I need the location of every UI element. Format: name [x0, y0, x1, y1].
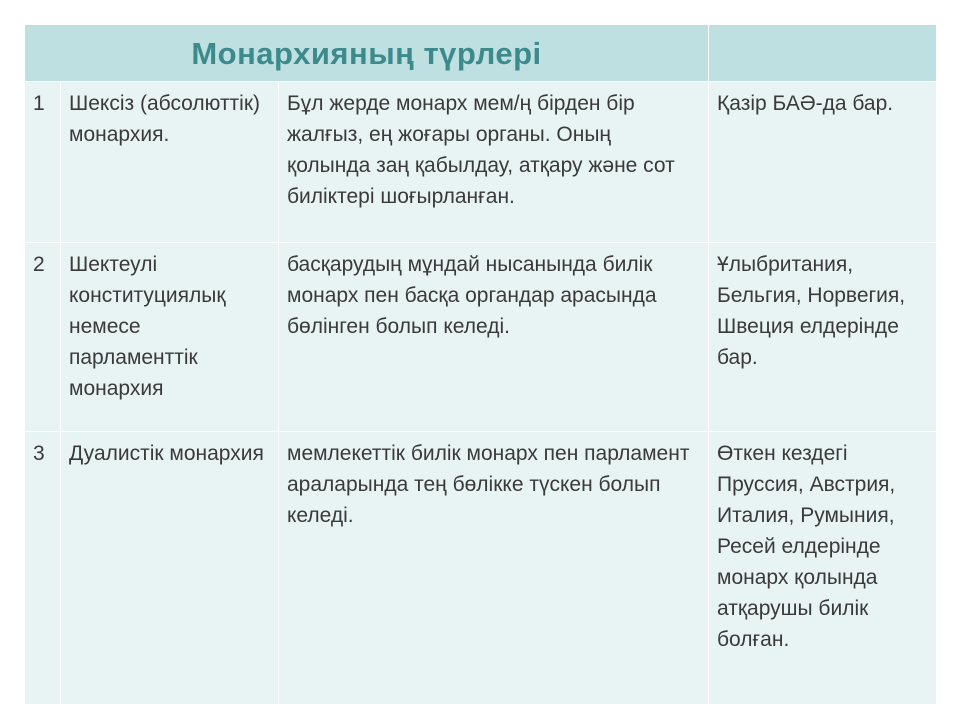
row-number: 3	[25, 432, 61, 705]
monarchy-types-table	[24, 24, 937, 705]
examples-cell: Өткен кездегі Пруссия, Австрия, Италия, Румыния, Ресей елдерінде монарх қолында атқарушы билік болған.	[709, 432, 937, 705]
table-header-row	[25, 25, 937, 82]
header-empty-cell	[709, 25, 937, 82]
examples-cell: Қазір БАӘ-да бар.	[709, 82, 937, 243]
row-number: 2	[25, 243, 61, 432]
monarchy-type-cell: Шектеулі конституциялық немесе парламенттік монархия	[61, 243, 279, 432]
description-cell: мемлекеттік билік монарх пен парламент араларында тең бөлікке түскен болып келеді.	[279, 432, 709, 705]
monarchy-type-cell: Дуалистік монархия	[61, 432, 279, 705]
description-cell: Бұл жерде монарх мем/ң бірден бір жалғыз, ең жоғары органы. Оның қолында заң қабылдау, атқару және сот биліктері шоғырланған.	[279, 82, 709, 243]
row-number: 1	[25, 82, 61, 243]
table-row	[25, 82, 937, 243]
title-cell	[25, 25, 709, 82]
examples-cell: Ұлыбритания, Бельгия, Норвегия, Швеция елдерінде бар.	[709, 243, 937, 432]
description-cell: басқарудың мұндай нысанында билік монарх пен басқа органдар арасында бөлінген болып келеді.	[279, 243, 709, 432]
table-row	[25, 243, 937, 432]
page-title: Монархияның түрлері	[191, 35, 542, 71]
table-row	[25, 432, 937, 705]
monarchy-type-cell: Шексіз (абсолюттік) монархия.	[61, 82, 279, 243]
